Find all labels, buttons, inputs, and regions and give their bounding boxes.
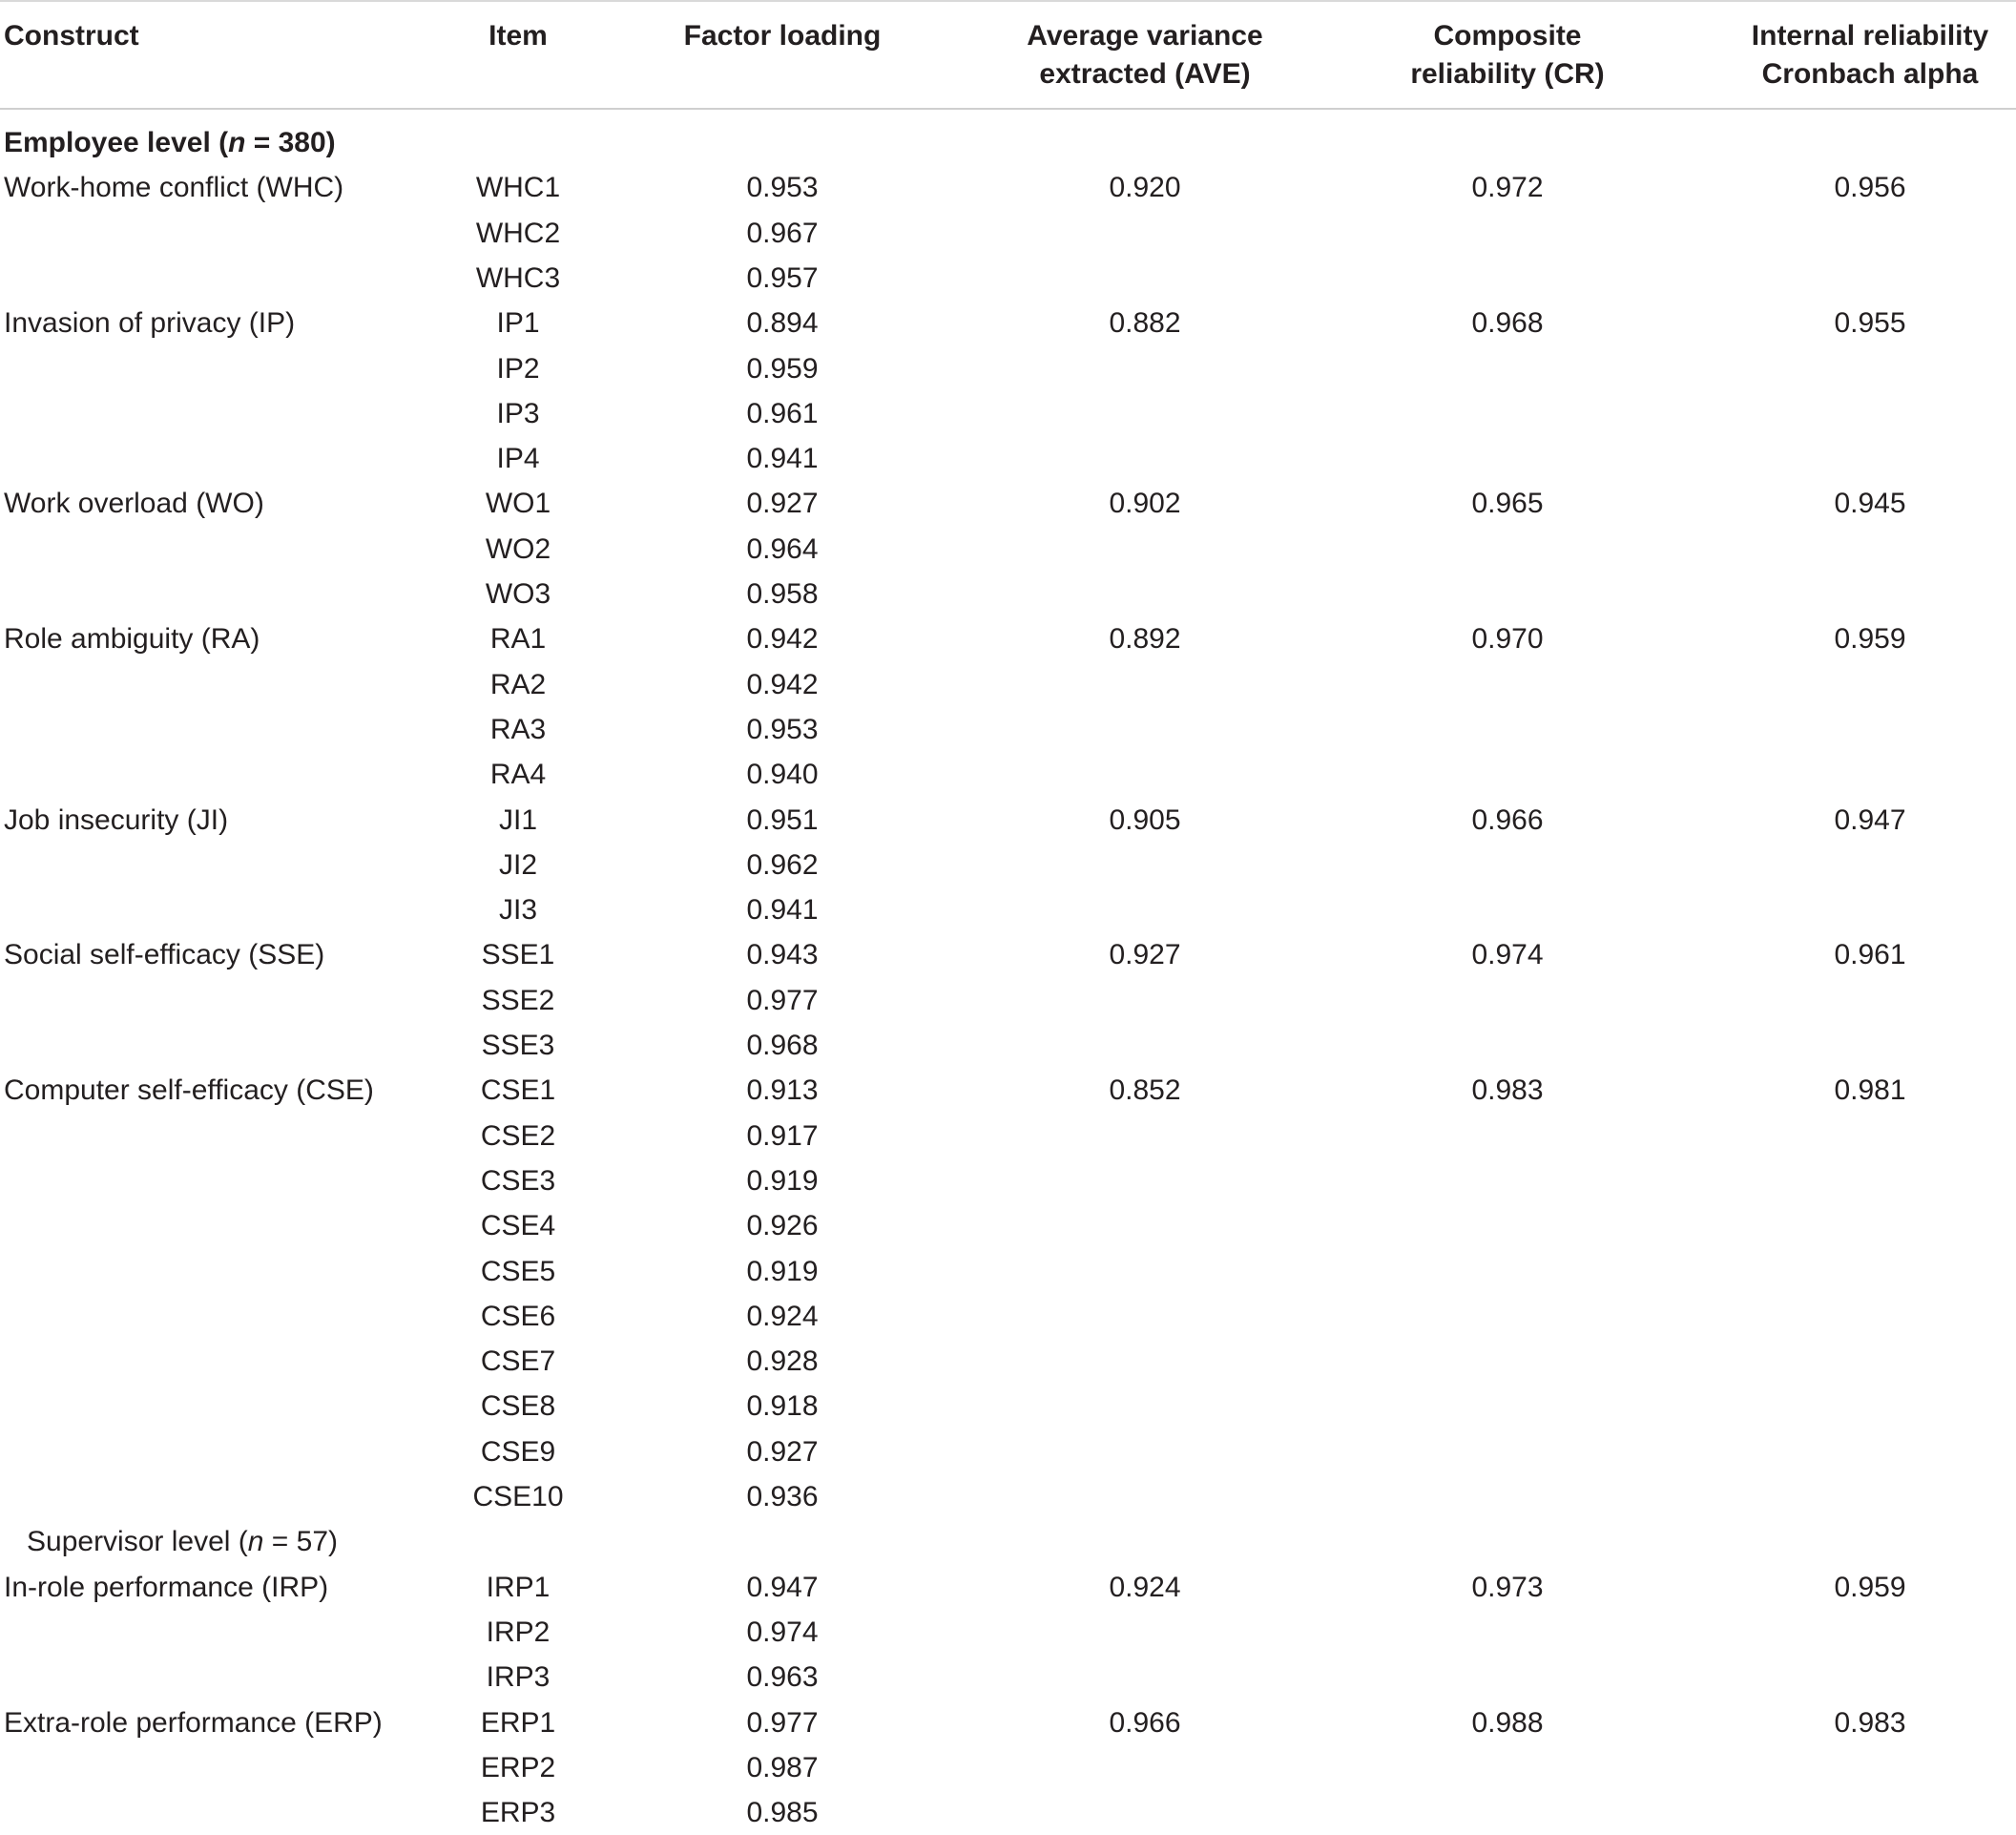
construct-name: In-role performance (IRP)	[4, 1571, 329, 1603]
ave-value: 0.966	[1109, 1706, 1181, 1739]
section-label: Supervisor level (n = 57)	[27, 1526, 339, 1558]
header-construct: Construct	[4, 20, 139, 52]
item-code: CSE9	[480, 1435, 556, 1468]
item-code: WO2	[485, 532, 551, 565]
item-code: CSE10	[472, 1481, 564, 1512]
item-code: IP4	[496, 443, 540, 475]
cronbach-alpha-value: 0.961	[1834, 939, 1906, 971]
factor-loading-value: 0.962	[746, 848, 819, 881]
factor-loading-value: 0.936	[746, 1481, 819, 1512]
factor-loading-value: 0.919	[746, 1164, 819, 1197]
header-ave-line1: Average variance	[1027, 20, 1263, 52]
ave-value: 0.920	[1109, 172, 1181, 204]
header-cronbach-alpha	[1708, 17, 2016, 94]
item-code: SSE2	[481, 984, 555, 1016]
item-code: CSE6	[480, 1300, 556, 1332]
header-cr-line2: reliability (CR)	[1410, 58, 1605, 90]
item-code: WHC3	[475, 261, 561, 294]
header-cr-line1: Composite	[1433, 20, 1582, 52]
item-code: RA3	[489, 713, 547, 745]
cr-value: 0.970	[1471, 623, 1544, 656]
construct-name: Work overload (WO)	[4, 488, 264, 520]
header-cr	[1345, 17, 1670, 94]
item-code: IP3	[496, 397, 540, 429]
cronbach-alpha-value: 0.956	[1834, 172, 1906, 204]
ave-value: 0.924	[1109, 1571, 1181, 1603]
factor-loading-value: 0.959	[746, 352, 819, 385]
factor-loading-value: 0.951	[746, 803, 819, 836]
cr-value: 0.983	[1471, 1074, 1544, 1107]
item-code: JI2	[498, 848, 538, 881]
factor-loading-value: 0.963	[746, 1661, 819, 1694]
item-code: WO3	[485, 578, 551, 610]
cronbach-alpha-value: 0.947	[1834, 803, 1906, 836]
factor-loading-value: 0.974	[746, 1616, 819, 1648]
ave-value: 0.905	[1109, 803, 1181, 836]
item-code: IRP3	[486, 1661, 551, 1694]
item-code: WHC2	[475, 217, 561, 249]
table-header	[0, 0, 2016, 109]
factor-loading-value: 0.961	[746, 397, 819, 429]
cronbach-alpha-value: 0.981	[1834, 1074, 1906, 1107]
header-ave	[983, 17, 1307, 94]
construct-name: Job insecurity (JI)	[4, 803, 229, 836]
cr-value: 0.973	[1471, 1571, 1544, 1603]
factor-loading-value: 0.943	[746, 939, 819, 971]
cronbach-alpha-value: 0.959	[1834, 1571, 1906, 1603]
item-code: CSE8	[480, 1390, 556, 1423]
header-item: Item	[488, 20, 548, 52]
factor-loading-value: 0.968	[746, 1030, 819, 1061]
factor-loading-value: 0.913	[746, 1074, 819, 1107]
cronbach-alpha-value: 0.983	[1834, 1706, 1906, 1739]
factor-loading-value: 0.941	[746, 443, 819, 475]
factor-loading-value: 0.928	[746, 1345, 819, 1378]
cr-value: 0.972	[1471, 172, 1544, 204]
header-factor-loading: Factor loading	[683, 20, 882, 52]
item-code: CSE7	[480, 1345, 556, 1378]
factor-loading-value: 0.985	[746, 1797, 819, 1829]
factor-loading-value: 0.957	[746, 261, 819, 294]
item-code: WHC1	[475, 172, 561, 204]
cr-value: 0.974	[1471, 939, 1544, 971]
item-code: IP2	[496, 352, 540, 385]
ave-value: 0.902	[1109, 488, 1181, 520]
item-code: RA4	[489, 759, 547, 791]
item-code: CSE3	[480, 1164, 556, 1197]
item-code: IRP1	[486, 1571, 551, 1603]
factor-loading-value: 0.940	[746, 759, 819, 791]
cr-value: 0.965	[1471, 488, 1544, 520]
header-rule	[0, 108, 2016, 110]
construct-name: Social self-efficacy (SSE)	[4, 939, 325, 971]
construct-name: Extra-role performance (ERP)	[4, 1706, 383, 1739]
construct-name: Invasion of privacy (IP)	[4, 307, 296, 340]
item-code: IRP2	[486, 1616, 551, 1648]
header-ave-line2: extracted (AVE)	[1039, 58, 1251, 90]
factor-loading-value: 0.967	[746, 217, 819, 249]
cr-value: 0.968	[1471, 307, 1544, 340]
factor-loading-value: 0.927	[746, 488, 819, 520]
ave-value: 0.892	[1109, 623, 1181, 656]
item-code: RA1	[489, 623, 547, 656]
factor-loading-value: 0.977	[746, 984, 819, 1016]
factor-loading-value: 0.947	[746, 1571, 819, 1603]
factor-loading-value: 0.953	[746, 172, 819, 204]
header-alpha-line2: Cronbach alpha	[1761, 58, 1979, 90]
item-code: ERP2	[480, 1751, 556, 1783]
factor-loading-value: 0.987	[746, 1751, 819, 1783]
factor-loading-value: 0.926	[746, 1210, 819, 1242]
factor-loading-value: 0.977	[746, 1706, 819, 1739]
item-code: CSE2	[480, 1119, 556, 1152]
factor-loading-value: 0.953	[746, 713, 819, 745]
factor-loading-value: 0.924	[746, 1300, 819, 1332]
item-code: JI3	[498, 894, 538, 927]
cr-value: 0.988	[1471, 1706, 1544, 1739]
cronbach-alpha-value: 0.959	[1834, 623, 1906, 656]
factor-loading-value: 0.894	[746, 307, 819, 340]
item-code: CSE1	[480, 1074, 556, 1107]
item-code: SSE3	[481, 1030, 555, 1061]
factor-loading-value: 0.919	[746, 1255, 819, 1287]
item-code: RA2	[489, 668, 547, 700]
item-code: SSE1	[481, 939, 555, 971]
cronbach-alpha-value: 0.945	[1834, 488, 1906, 520]
construct-name: Work-home conflict (WHC)	[4, 172, 344, 204]
factor-loading-value: 0.941	[746, 894, 819, 927]
item-code: ERP3	[480, 1797, 556, 1829]
factor-loading-value: 0.964	[746, 532, 819, 565]
ave-value: 0.927	[1109, 939, 1181, 971]
cr-value: 0.966	[1471, 803, 1544, 836]
construct-name: Computer self-efficacy (CSE)	[4, 1074, 374, 1107]
header-alpha-line1: Internal reliability	[1751, 20, 1989, 52]
factor-loading-value: 0.927	[746, 1435, 819, 1468]
item-code: CSE4	[480, 1210, 556, 1242]
factor-loading-value: 0.918	[746, 1390, 819, 1423]
ave-value: 0.852	[1109, 1074, 1181, 1107]
ave-value: 0.882	[1109, 307, 1181, 340]
item-code: ERP1	[480, 1706, 556, 1739]
item-code: JI1	[498, 803, 538, 836]
section-label: Employee level (n = 380)	[4, 127, 336, 158]
factor-loading-value: 0.942	[746, 623, 819, 656]
construct-name: Role ambiguity (RA)	[4, 623, 260, 656]
factor-loading-value: 0.917	[746, 1119, 819, 1152]
cronbach-alpha-value: 0.955	[1834, 307, 1906, 340]
factor-loading-value: 0.958	[746, 578, 819, 610]
factor-loading-value: 0.942	[746, 668, 819, 700]
item-code: WO1	[485, 488, 551, 520]
item-code: CSE5	[480, 1255, 556, 1287]
item-code: IP1	[496, 307, 540, 340]
